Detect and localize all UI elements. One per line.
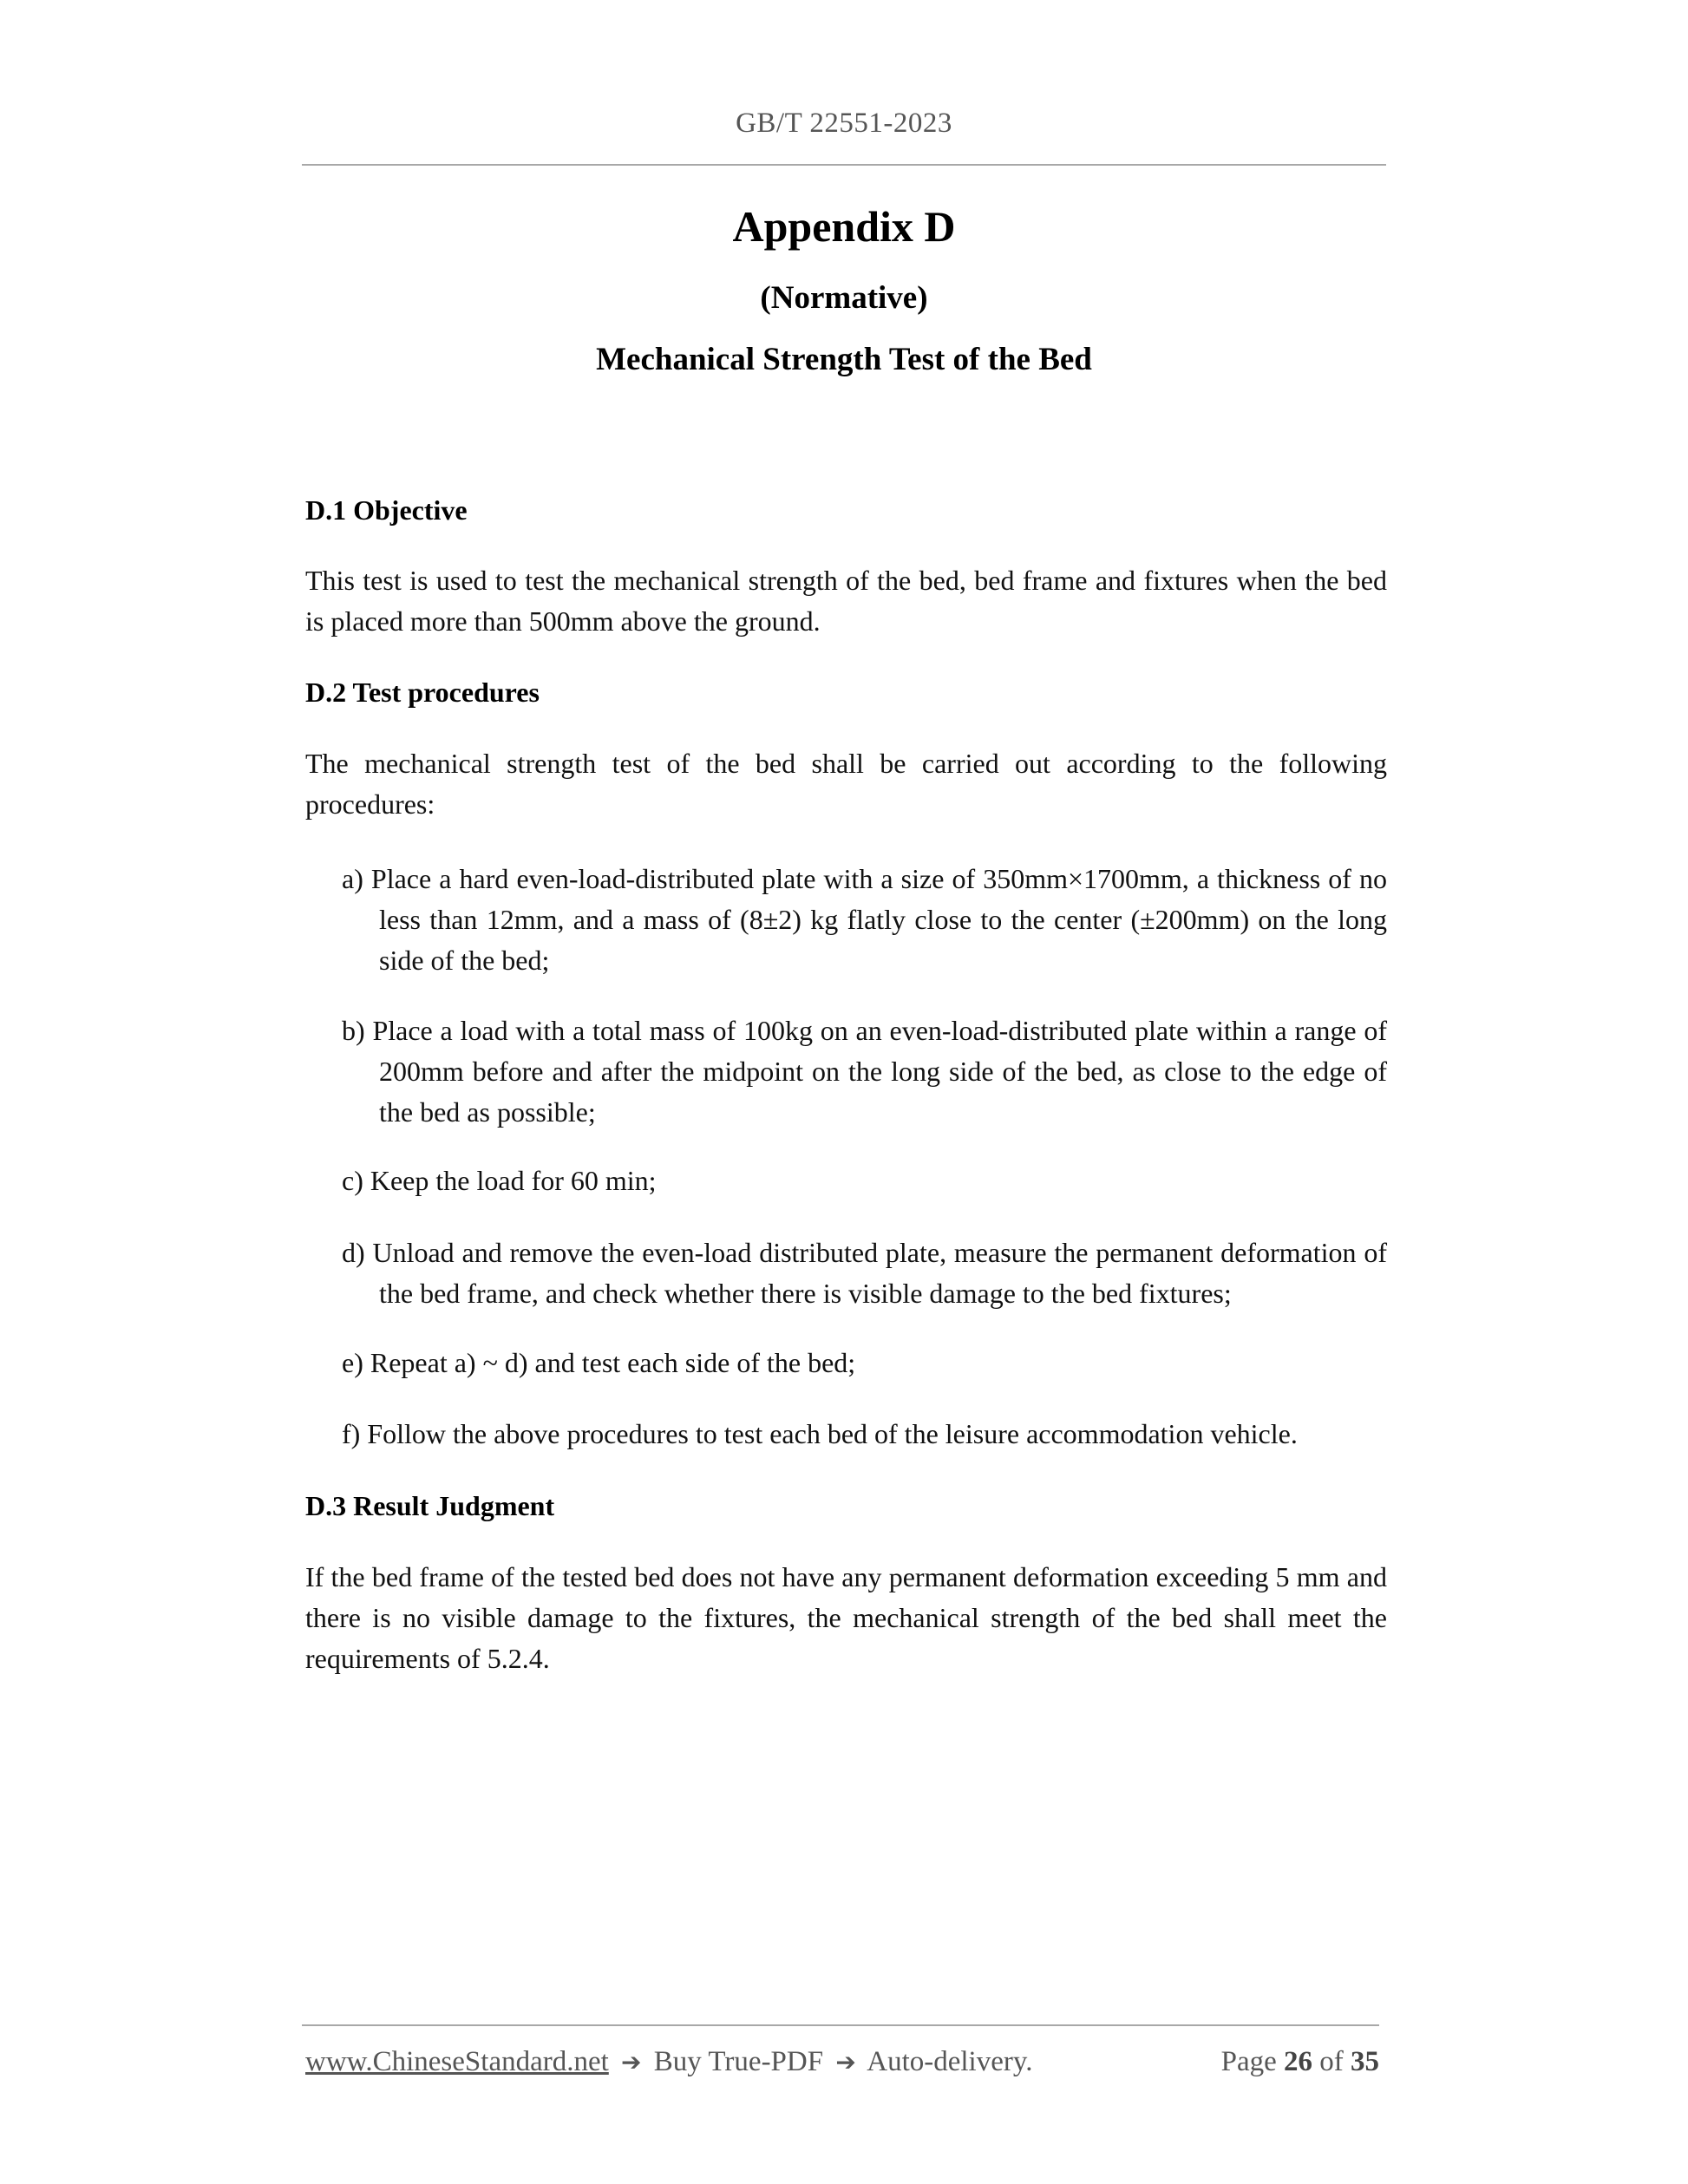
section-heading-d3: D.3 Result Judgment bbox=[305, 1490, 555, 1521]
website-link[interactable]: www.ChineseStandard.net bbox=[305, 2046, 609, 2077]
procedure-step-e bbox=[342, 1343, 1387, 1383]
page-label: Page bbox=[1220, 2046, 1277, 2077]
header-divider bbox=[302, 164, 1386, 166]
section-text-d3: If the bed frame of the tested bed does not have any permanent deformation exceeding 5 mm and there is no visible damage to the fixtures, the mechanical strength of the bed shall meet the requirements of 5.2.4. bbox=[305, 1561, 1387, 1674]
procedure-step-text: a) Place a hard even-load-distributed plate with a size of 350mm×1700mm, a thickness of no less than 12mm, and a mass of (8±2) kg flatly close to the center (±200mm) on the long side of the bed; bbox=[342, 863, 1387, 976]
procedure-step-d bbox=[342, 1233, 1387, 1314]
appendix-type: (Normative) bbox=[760, 280, 928, 316]
section-intro-d2: The mechanical strength test of the bed shall be carried out according to the following procedures: bbox=[305, 748, 1387, 820]
footer-divider bbox=[302, 2024, 1379, 2026]
buy-true-pdf-text: Buy True-PDF bbox=[653, 2046, 824, 2077]
footer-links bbox=[305, 2046, 1032, 2078]
section-heading-d2: D.2 Test procedures bbox=[305, 677, 540, 708]
procedure-step-b bbox=[342, 1010, 1387, 1133]
procedure-step-text: d) Unload and remove the even-load distributed plate, measure the permanent deformation of the bed frame, and check whether there is visible damage to the bed fixtures; bbox=[342, 1237, 1387, 1309]
procedure-step-c bbox=[342, 1161, 1387, 1201]
auto-delivery-text: Auto-delivery. bbox=[867, 2046, 1033, 2077]
right-arrow-icon: ➔ bbox=[621, 2048, 642, 2076]
procedure-step-text: f) Follow the above procedures to test each bed of the leisure accommodation vehicle. bbox=[342, 1418, 1298, 1449]
procedure-step-a bbox=[342, 859, 1387, 981]
appendix-title: Appendix D bbox=[732, 202, 956, 251]
appendix-name: Mechanical Strength Test of the Bed bbox=[596, 342, 1092, 377]
total-pages-number: 35 bbox=[1351, 2046, 1379, 2077]
procedure-step-text: b) Place a load with a total mass of 100kg on an even-load-distributed plate within a range of 200mm before and after the midpoint on the long side of the bed, as close to the edge of the bed as possible; bbox=[342, 1015, 1387, 1128]
right-arrow-icon: ➔ bbox=[835, 2048, 856, 2076]
section-heading-d1: D.1 Objective bbox=[305, 494, 468, 526]
procedure-step-text: c) Keep the load for 60 min; bbox=[342, 1165, 657, 1196]
procedure-step-f bbox=[342, 1414, 1387, 1455]
section-text-d1: This test is used to test the mechanical strength of the bed, bed frame and fixtures when the bed is placed more than 500mm above the ground. bbox=[305, 565, 1387, 637]
page-number bbox=[1221, 2046, 1379, 2078]
page-of-label: of bbox=[1319, 2046, 1344, 2077]
document-code: GB/T 22551-2023 bbox=[736, 108, 952, 139]
current-page-number: 26 bbox=[1284, 2046, 1312, 2077]
procedure-step-text: e) Repeat a) ~ d) and test each side of the bed; bbox=[342, 1347, 856, 1378]
